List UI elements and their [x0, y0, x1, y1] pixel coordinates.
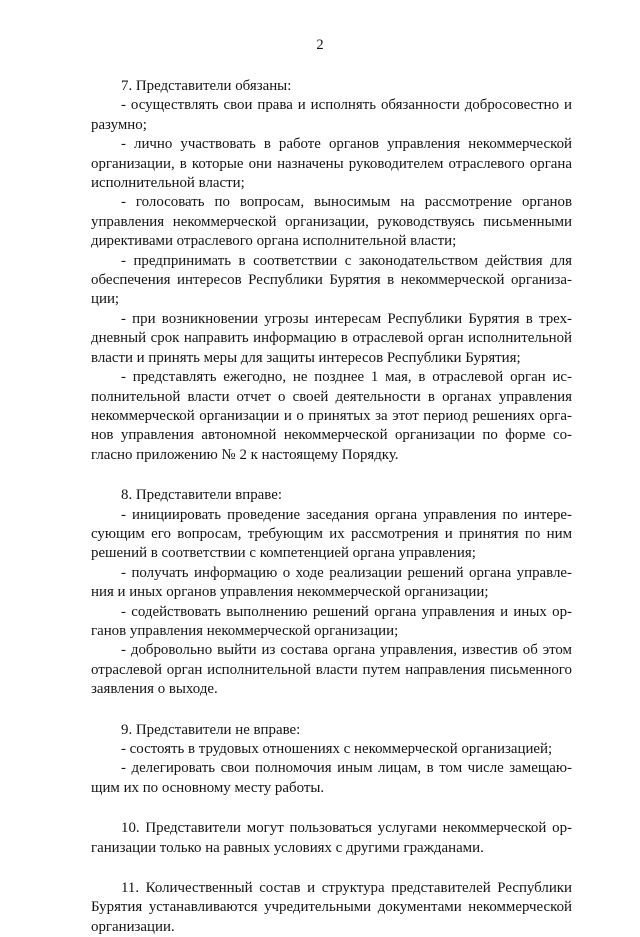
document-body — [91, 77, 572, 937]
section-10-services — [91, 819, 572, 858]
list-item: - при возникновении угрозы интересам Республики Бурятия в трехдневный срок направить информацию в отраслевой орган исполнительной власти и принять меры для защиты интересов Республики Бурятия; — [91, 310, 572, 366]
list-item: - добровольно выйти из состава органа управления, известив об этом отраслевой орган исполнительной власти путем направления письменного заявления о выходе. — [91, 642, 572, 698]
paragraph: 11. Количественный состав и структура представителей Республики Бурятия устанавливаются учредительными документами некоммерческой организации. — [91, 880, 572, 935]
list-item: - получать информацию о ходе реализации решений органа управления и иных органов управления некоммерческой организации; — [91, 564, 572, 601]
section-9-representatives-restrictions — [91, 721, 572, 799]
section-7-representatives-obligations — [91, 77, 572, 465]
section-heading: 7. Представители обязаны: — [121, 78, 292, 94]
page-number: 2 — [316, 37, 324, 53]
list-item: - делегировать свои полномочия иным лицам, в том числе замещающим их по основному месту работы. — [91, 760, 572, 796]
list-item: - представлять ежегодно, не позднее 1 мая, в отраслевой орган исполнительной власти отчет о своей деятельности в органах управления некоммерческой организации и о принятых за этот период решениях органов управления автономной некоммерческой организации по форме согласно приложению № 2 к настоящему Порядку. — [91, 369, 572, 463]
list-item: - предпринимать в соответствии с законодательством действия для обеспечения интересов Республики Бурятия в некоммерческой организации; — [91, 252, 572, 308]
paragraph: 10. Представители могут пользоваться услугами некоммерческой организации только на равных условиях с другими гражданами. — [91, 820, 572, 856]
section-heading: 9. Представители не вправе: — [121, 721, 301, 738]
list-item: - состоять в трудовых отношениях с некоммерческой организацией; — [121, 741, 553, 757]
list-item: - осуществлять свои права и исполнять обязанности добросовестно и разумно; — [91, 97, 572, 133]
section-11-composition — [91, 879, 572, 937]
section-8-representatives-rights — [91, 486, 572, 699]
list-item: - голосовать по вопросам, выносимым на рассмотрение органов управления некоммерческой организации, руководствуясь письменными директивами отраслевого органа исполнительной власти; — [91, 194, 572, 250]
section-heading: 8. Представители вправе: — [121, 487, 282, 504]
list-item: - лично участвовать в работе органов управления некоммерческой организации, в которые они назначены руководителем отраслевого органа исполнительной власти; — [91, 136, 572, 192]
list-item: - содействовать выполнению решений органа управления и иных органов управления некоммерческой организации; — [91, 603, 572, 639]
list-item: - инициировать проведение заседания органа управления по интересующим его вопросам, требующим их рассмотрения и принятия по ним решений в соответствии с компетенцией органа управления; — [91, 506, 572, 562]
